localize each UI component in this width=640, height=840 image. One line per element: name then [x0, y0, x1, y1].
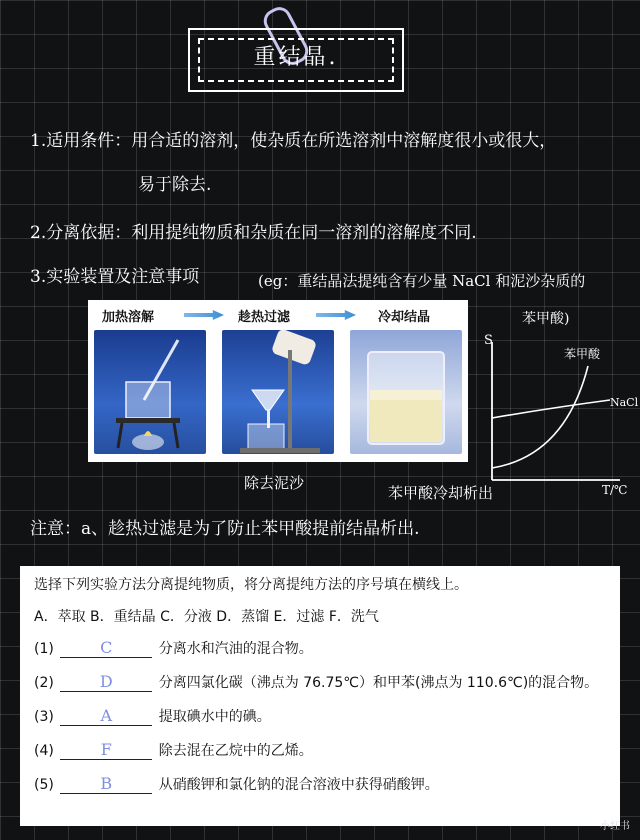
cooling-crystallize-photo	[350, 330, 462, 454]
step2-annotation: 除去泥沙	[244, 474, 305, 492]
answer-value: A	[100, 706, 113, 725]
answer-value: C	[100, 638, 113, 657]
brand-watermark: 小红书	[600, 821, 630, 832]
title-frame	[188, 28, 404, 92]
item-number: (5)	[34, 777, 54, 793]
exercise-item	[34, 740, 313, 760]
answer-blank	[60, 706, 152, 726]
exercise-item	[34, 638, 313, 658]
item-text: 分离四氯化碳（沸点为 76.75℃）和甲苯(沸点为 110.6℃)的混合物。	[158, 675, 599, 691]
example-note: (eg：重结晶法提纯含有少量 NaCl 和泥沙杂质的	[258, 272, 586, 290]
answer-blank	[60, 774, 152, 794]
axis-label-y: S	[484, 333, 493, 348]
answer-value: B	[100, 774, 113, 793]
step3-annotation: 苯甲酸冷却析出	[388, 484, 494, 502]
item-number: (3)	[34, 709, 54, 725]
exercise-prompt: 选择下列实验方法分离提纯物质，将分离提纯方法的序号填在横线上。	[34, 577, 468, 593]
funnel-filter-icon	[222, 330, 334, 454]
item-number: (1)	[34, 641, 54, 657]
beaker-crystals-icon	[350, 330, 462, 454]
example-note-cont: 苯甲酸)	[522, 311, 570, 327]
answer-value: F	[100, 740, 112, 759]
hot-filtration-photo	[222, 330, 334, 454]
exercise-item	[34, 774, 439, 794]
exercise-item	[34, 706, 271, 726]
curve-label-benzoic: 苯甲酸	[564, 347, 601, 361]
page-title: 重结晶.	[253, 45, 339, 70]
item-text: 除去混在乙烷中的乙烯。	[158, 743, 313, 759]
heating-dissolve-photo	[94, 330, 206, 454]
note-line-2: 2.分离依据：利用提纯物质和杂质在同一溶剂的溶解度不同.	[30, 223, 477, 243]
beaker-heating-icon	[94, 330, 206, 454]
axis-label-x: T/℃	[602, 483, 628, 497]
experiment-figure	[88, 300, 468, 462]
item-text: 提取碘水中的碘。	[158, 709, 271, 725]
step-label-2: 趁热过滤	[238, 310, 291, 325]
answer-blank	[60, 740, 152, 760]
exercise-item	[34, 672, 598, 692]
item-number: (4)	[34, 743, 54, 759]
answer-blank	[60, 638, 152, 658]
exercise-card	[20, 566, 620, 826]
step-label-3: 冷却结晶	[378, 310, 431, 325]
solubility-graph	[470, 330, 639, 500]
curve-label-nacl: NaCl	[610, 396, 639, 409]
arrow-icon	[316, 310, 356, 320]
item-number: (2)	[34, 675, 54, 691]
note-line-1: 1.适用条件：用合适的溶剂，使杂质在所选溶剂中溶解度很小或很大，	[30, 131, 557, 151]
caution-note: 注意：a、趁热过滤是为了防止苯甲酸提前结晶析出.	[30, 519, 420, 539]
item-text: 从硝酸钾和氯化钠的混合溶液中获得硝酸钾。	[158, 777, 439, 793]
note-line-3: 3.实验装置及注意事项	[30, 267, 200, 287]
note-line-1-cont: 易于除去.	[138, 175, 212, 195]
answer-value: D	[99, 672, 113, 691]
arrow-icon	[184, 310, 224, 320]
item-text: 分离水和汽油的混合物。	[158, 641, 313, 657]
exercise-options: A．萃取 B．重结晶 C．分液 D．蒸馏 E．过滤 F．洗气	[34, 609, 379, 625]
answer-blank	[60, 672, 152, 692]
solubility-curve-chart	[470, 330, 639, 500]
step-label-1: 加热溶解	[102, 310, 155, 325]
